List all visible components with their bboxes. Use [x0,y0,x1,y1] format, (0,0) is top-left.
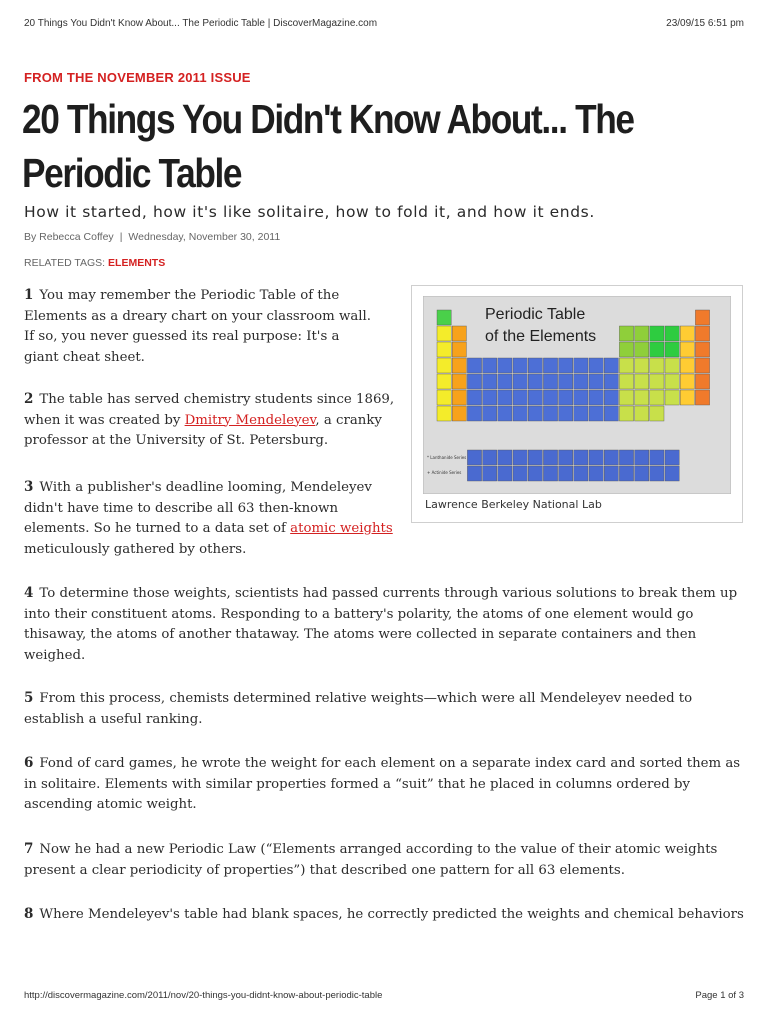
element-cell [452,342,466,357]
element-cell [498,466,512,481]
element-cell [543,358,557,373]
paragraph-4 [24,583,746,666]
element-cell [589,358,603,373]
element-cell [650,358,664,373]
paragraph-text: The table has served chemistry students since 1869, when it was created by [24,392,395,428]
element-cell [498,374,512,389]
element-cell [483,450,497,465]
paragraph-3 [24,477,396,560]
element-cell [498,406,512,421]
element-cell [619,406,633,421]
element-cell [665,466,679,481]
element-cell [528,358,542,373]
paragraph-number: 3 [24,479,34,495]
paragraph-text: You may remember the Periodic Table of the Elements as a dreary chart on your classroom wall. If so, you never guessed its real purpose: It's a giant cheat sheet. [24,288,371,365]
element-cell [604,390,618,405]
element-cell [437,390,451,405]
element-cell [695,310,709,325]
element-cell [635,358,649,373]
element-cell [498,358,512,373]
element-cell [437,406,451,421]
element-cell [437,342,451,357]
element-cell [619,326,633,341]
element-cell [543,450,557,465]
element-cell [559,358,573,373]
element-cell [543,374,557,389]
element-cell [680,342,694,357]
element-cell [635,342,649,357]
element-cell [559,390,573,405]
actinide-label: + Actinide Series [427,470,462,475]
paragraph-text: meticulously gathered by others. [24,541,247,557]
element-cell [619,358,633,373]
element-cell [574,390,588,405]
element-cell [650,390,664,405]
element-cell [574,374,588,389]
element-cell [483,466,497,481]
article-dek: How it started, how it's like solitaire, how to fold it, and how it ends. [24,203,595,221]
paragraph-number: 8 [24,906,34,922]
element-cell [604,466,618,481]
element-cell [467,406,481,421]
paragraph-number: 2 [24,391,34,407]
element-cell [589,466,603,481]
element-cell [635,374,649,389]
element-cell [650,374,664,389]
paragraph-number: 1 [24,287,34,303]
paragraph-5 [24,688,746,730]
print-header [24,18,744,32]
element-cell [665,326,679,341]
paragraph-text: Fond of card games, he wrote the weight for each element on a separate index card and sorted them as in solitaire. Elements with similar properties formed a “suit” that he placed in columns ordered by ascending atomic weight. [24,756,741,813]
element-cell [680,374,694,389]
element-cell [467,466,481,481]
element-cell [543,466,557,481]
element-cell [695,374,709,389]
element-cell [528,466,542,481]
element-cell [467,390,481,405]
element-cell [483,358,497,373]
element-cell [635,450,649,465]
element-cell [559,406,573,421]
element-cell [467,358,481,373]
element-cell [650,406,664,421]
element-cell [513,450,527,465]
element-cell [635,466,649,481]
element-cell [437,358,451,373]
element-cell [452,358,466,373]
figure-title-line1: Periodic Table [485,306,586,323]
element-cell [543,390,557,405]
element-cell [680,358,694,373]
element-cell [513,374,527,389]
paragraph-text: From this process, chemists determined relative weights—which were all Mendeleyev needed to establish a useful ranking. [24,691,693,727]
element-cell [452,326,466,341]
element-cell [619,342,633,357]
element-cell [513,390,527,405]
print-page-title: 20 Things You Didn't Know About... The Periodic Table | DiscoverMagazine.com [24,18,378,29]
element-cell [574,358,588,373]
element-cell [604,450,618,465]
element-cell [650,466,664,481]
paragraph-number: 4 [24,585,34,601]
print-url[interactable]: http://discovermagazine.com/2011/nov/20-things-you-didnt-know-about-periodic-table [24,990,383,1001]
paragraph-text: To determine those weights, scientists had passed currents through various solutions to break them up into their constituent atoms. Responding to a battery's polarity, the atoms of one element would go thisaway, the atoms of another thataway. The atoms were collected in separate containers and then weighed. [24,586,738,663]
element-cell [498,390,512,405]
element-cell [589,406,603,421]
element-cell [528,390,542,405]
paragraph-7 [24,839,746,881]
element-cell [574,450,588,465]
tag-elements[interactable]: ELEMENTS [108,257,166,269]
periodic-table-figure [411,285,743,523]
paragraph-text: With a publisher's deadline looming, Mendeleyev didn't have time to describe all 63 then-known elements. So he turned to a data set of [24,480,372,537]
element-cell [589,450,603,465]
element-cell [528,374,542,389]
paragraph-6 [24,753,746,816]
element-cell [635,406,649,421]
element-cell [437,310,451,325]
element-cell [619,390,633,405]
paragraph-8 [24,904,746,926]
link-dmitry-mendeleyev[interactable]: Dmitry Mendeleyev [184,412,316,428]
element-cell [695,358,709,373]
element-cell [483,406,497,421]
element-cell [452,374,466,389]
author-name[interactable]: By Rebecca Coffey [24,231,114,243]
related-tags-label: RELATED TAGS: [24,257,106,269]
element-cell [650,326,664,341]
element-cell [695,342,709,357]
paragraph-number: 5 [24,690,34,706]
element-cell [665,342,679,357]
element-cell [543,406,557,421]
element-cell [559,450,573,465]
element-cell [452,390,466,405]
paragraph-1 [24,285,376,368]
element-cell [513,406,527,421]
element-cell [452,406,466,421]
print-page-number: Page 1 of 3 [695,990,744,1001]
element-cell [604,374,618,389]
element-cell [574,466,588,481]
element-cell [604,358,618,373]
element-cell [604,406,618,421]
element-cell [635,326,649,341]
element-cell [665,390,679,405]
element-cell [483,390,497,405]
related-tags [24,257,165,269]
element-cell [437,326,451,341]
element-cell [589,374,603,389]
lanthanide-label: * Lanthanide Series [427,455,467,460]
element-cell [665,450,679,465]
element-cell [513,358,527,373]
element-cell [528,406,542,421]
element-cell [559,374,573,389]
issue-label[interactable]: FROM THE NOVEMBER 2011 ISSUE [24,70,251,85]
element-cell [680,326,694,341]
element-cell [695,390,709,405]
element-cell [437,374,451,389]
periodic-table-image [423,296,731,494]
element-cell [559,466,573,481]
publish-date: Wednesday, November 30, 2011 [128,231,281,243]
paragraph-text: , a cranky professor at the University of St. Petersburg. [24,412,382,449]
element-cell [619,466,633,481]
paragraph-text: Where Mendeleyev's table had blank spaces, he correctly predicted the weights and chemical behaviors [39,907,744,922]
link-atomic-weights[interactable]: atomic weights [290,521,393,537]
figure-title-line2: of the Elements [485,328,597,345]
element-cell [513,466,527,481]
element-cell [665,374,679,389]
byline-separator: | [119,231,123,243]
element-cell [619,450,633,465]
print-datetime: 23/09/15 6:51 pm [666,18,744,29]
element-cell [650,342,664,357]
article-headline: 20 Things You Didn't Know About... The Periodic Table [22,96,634,196]
element-cell [650,450,664,465]
element-cell [589,390,603,405]
paragraph-text: Now he had a new Periodic Law (“Elements arranged according to the value of their atomic weights present a clear periodicity of properties”) that described one pattern for all 63 elements. [24,842,718,878]
paragraph-2 [24,389,396,452]
figure-caption: Lawrence Berkeley National Lab [425,498,602,511]
element-cell [483,374,497,389]
element-cell [695,326,709,341]
element-cell [574,406,588,421]
paragraph-number: 6 [24,755,34,771]
element-cell [528,450,542,465]
element-cell [467,450,481,465]
element-cell [619,374,633,389]
element-cell [680,390,694,405]
byline [24,231,280,243]
element-cell [498,450,512,465]
print-footer [24,990,744,1004]
paragraph-number: 7 [24,841,34,857]
element-cell [635,390,649,405]
element-cell [467,374,481,389]
element-cell [665,358,679,373]
